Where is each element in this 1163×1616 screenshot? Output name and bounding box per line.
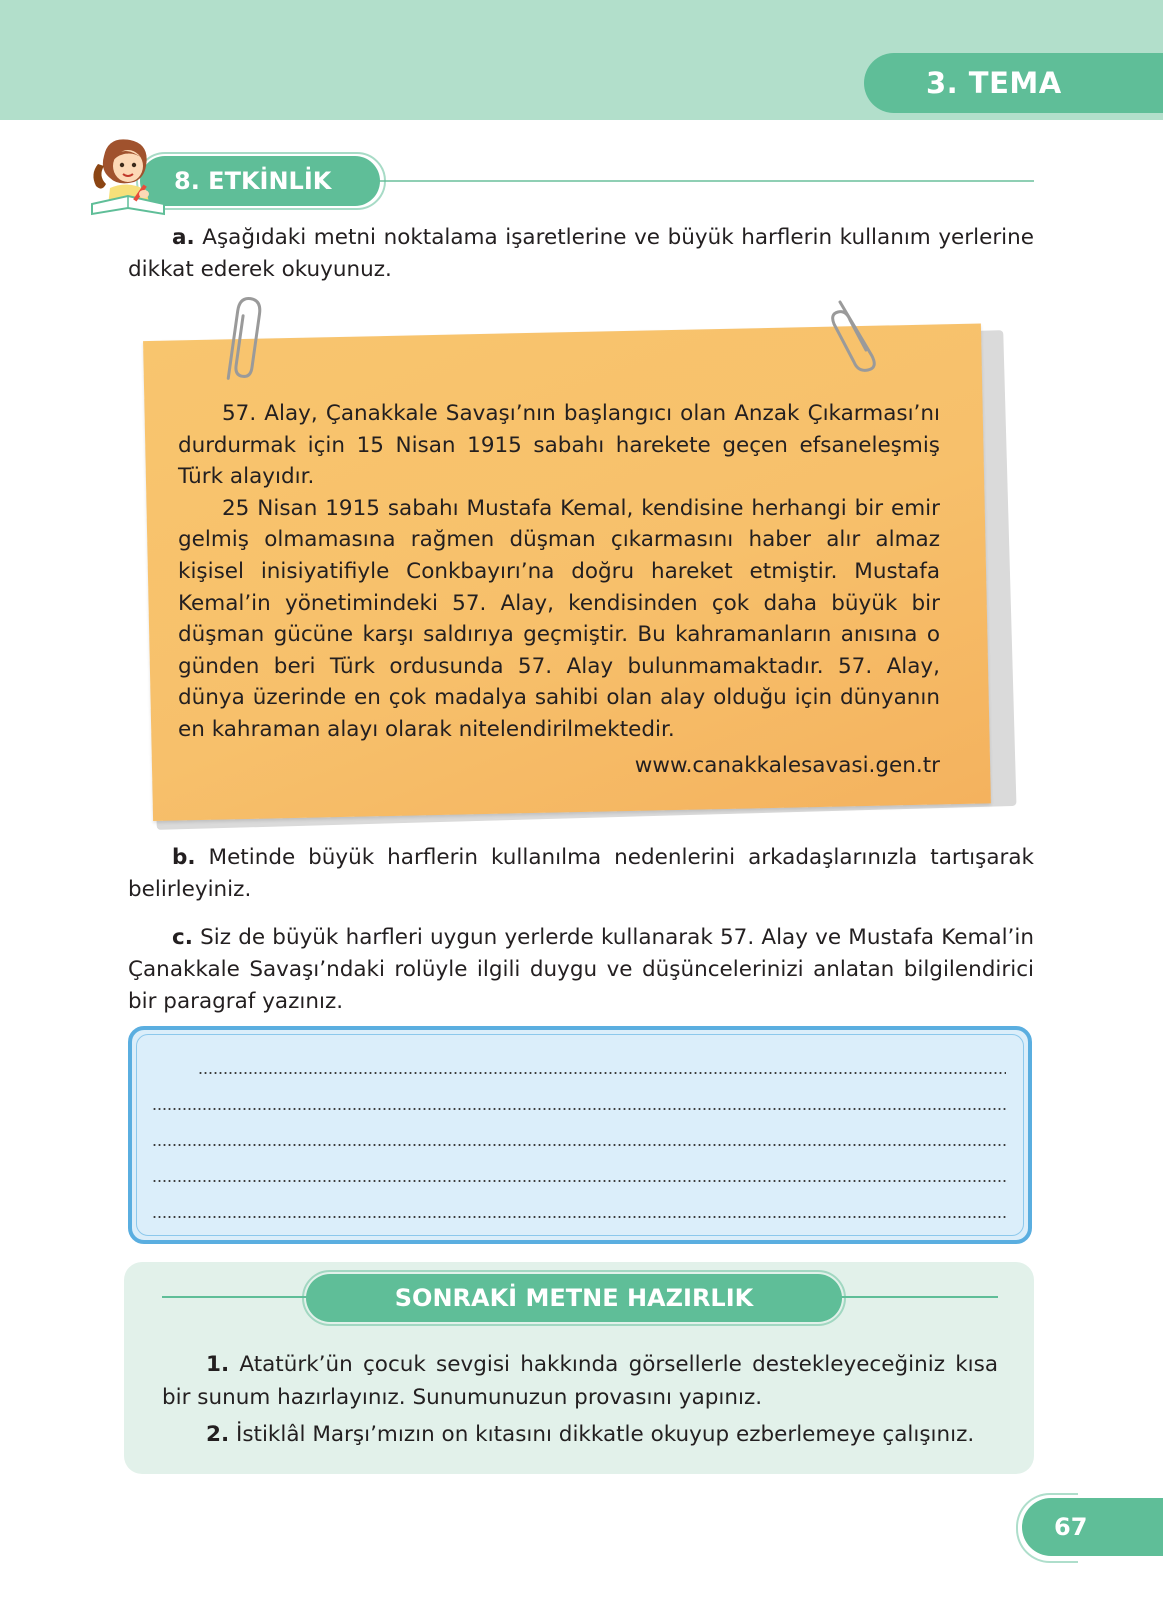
answer-line[interactable] (152, 1216, 1006, 1218)
activity-title-rule (370, 180, 1034, 182)
instruction-b (128, 842, 1034, 906)
note-text (178, 398, 940, 781)
instruction-b-text: Metinde büyük harflerin kullanılma nedenlerini arkadaşlarınızla tartışarak belirleyiniz. (128, 845, 1034, 902)
note-paragraph-2: 25 Nisan 1915 sabahı Mustafa Kemal, kendisine herhangi bir emir gelmiş olmamasına rağmen düşman çıkarmasını haber alır almaz kişisel inisiyatifiyle Conkbayırı’na doğru hareket etmiştir. Mustafa Kemal’in yönetimindeki 57. Alay, kendisinden çok daha büyük bir düşman gücüne karşı saldırıya geçmiştir. Bu kahramanların anısına o günden beri Türk ordusunda 57. Alay bulunmamaktadır. 57. Alay, dünya üzerinde en çok madalya sahibi olan alay olduğu için dünyanın en kahraman alayı olarak nitelendirilmektedir. (178, 495, 940, 742)
instruction-c (128, 922, 1034, 1018)
prep-title-rule-left (162, 1296, 310, 1298)
answer-line[interactable] (198, 1072, 1006, 1074)
answer-box[interactable] (128, 1026, 1032, 1244)
prep-item-1-text: Atatürk’ün çocuk sevgisi hakkında görsellerle destekleyeceğiniz kısa bir sunum hazırlayınız. Sunumunuzun provasını yapınız. (162, 1352, 999, 1410)
prep-title-text: SONRAKİ METNE HAZIRLIK (394, 1284, 754, 1312)
page-number-tab (1022, 1498, 1163, 1556)
prep-item-2 (162, 1418, 998, 1451)
note-paragraph-1: 57. Alay, Çanakkale Savaşı’nın başlangıcı olan Anzak Çıkarması’nı durdurmak için 15 Nisan 1915 sabahı harekete geçen efsaneleşmiş Türk alayıdır. (178, 401, 940, 490)
page-number: 67 (1054, 1513, 1088, 1541)
prep-item-2-text: İstiklâl Marşı’mızın on kıtasını dikkatle okuyup ezberlemeye çalışınız. (235, 1422, 975, 1447)
instruction-a (128, 222, 1034, 286)
activity-title (140, 156, 380, 206)
instruction-a-label: a. (172, 225, 195, 250)
paperclip-icon (826, 294, 888, 372)
instruction-a-text: Aşağıdaki metni noktalama işaretlerine ve büyük harflerin kullanım yerlerine dikkat ederek okuyunuz. (128, 225, 1034, 282)
theme-label: 3. TEMA (926, 66, 1062, 100)
instruction-b-label: b. (172, 845, 196, 870)
prep-item-1-number: 1. (206, 1352, 230, 1377)
instruction-c-label: c. (172, 925, 193, 950)
paperclip-icon (220, 292, 266, 384)
prep-item-2-number: 2. (206, 1422, 230, 1447)
answer-line[interactable] (152, 1144, 1006, 1146)
answer-line[interactable] (152, 1180, 1006, 1182)
girl-reading-mascot-icon (84, 134, 174, 224)
prep-title-rule-right (838, 1296, 998, 1298)
answer-line[interactable] (152, 1108, 1006, 1110)
instruction-c-text: Siz de büyük harfleri uygun yerlerde kullanarak 57. Alay ve Mustafa Kemal’in Çanakkale Savaşı’ndaki rolüyle ilgili duygu ve düşüncelerinizi anlatan bilgilendirici bir paragraf yazınız. (128, 925, 1034, 1014)
theme-tab (864, 53, 1163, 113)
prep-title (306, 1274, 842, 1322)
note-source: www.canakkalesavasi.gen.tr (634, 752, 940, 778)
activity-title-text: 8. ETKİNLİK (174, 167, 332, 195)
prep-item-1 (162, 1348, 998, 1414)
